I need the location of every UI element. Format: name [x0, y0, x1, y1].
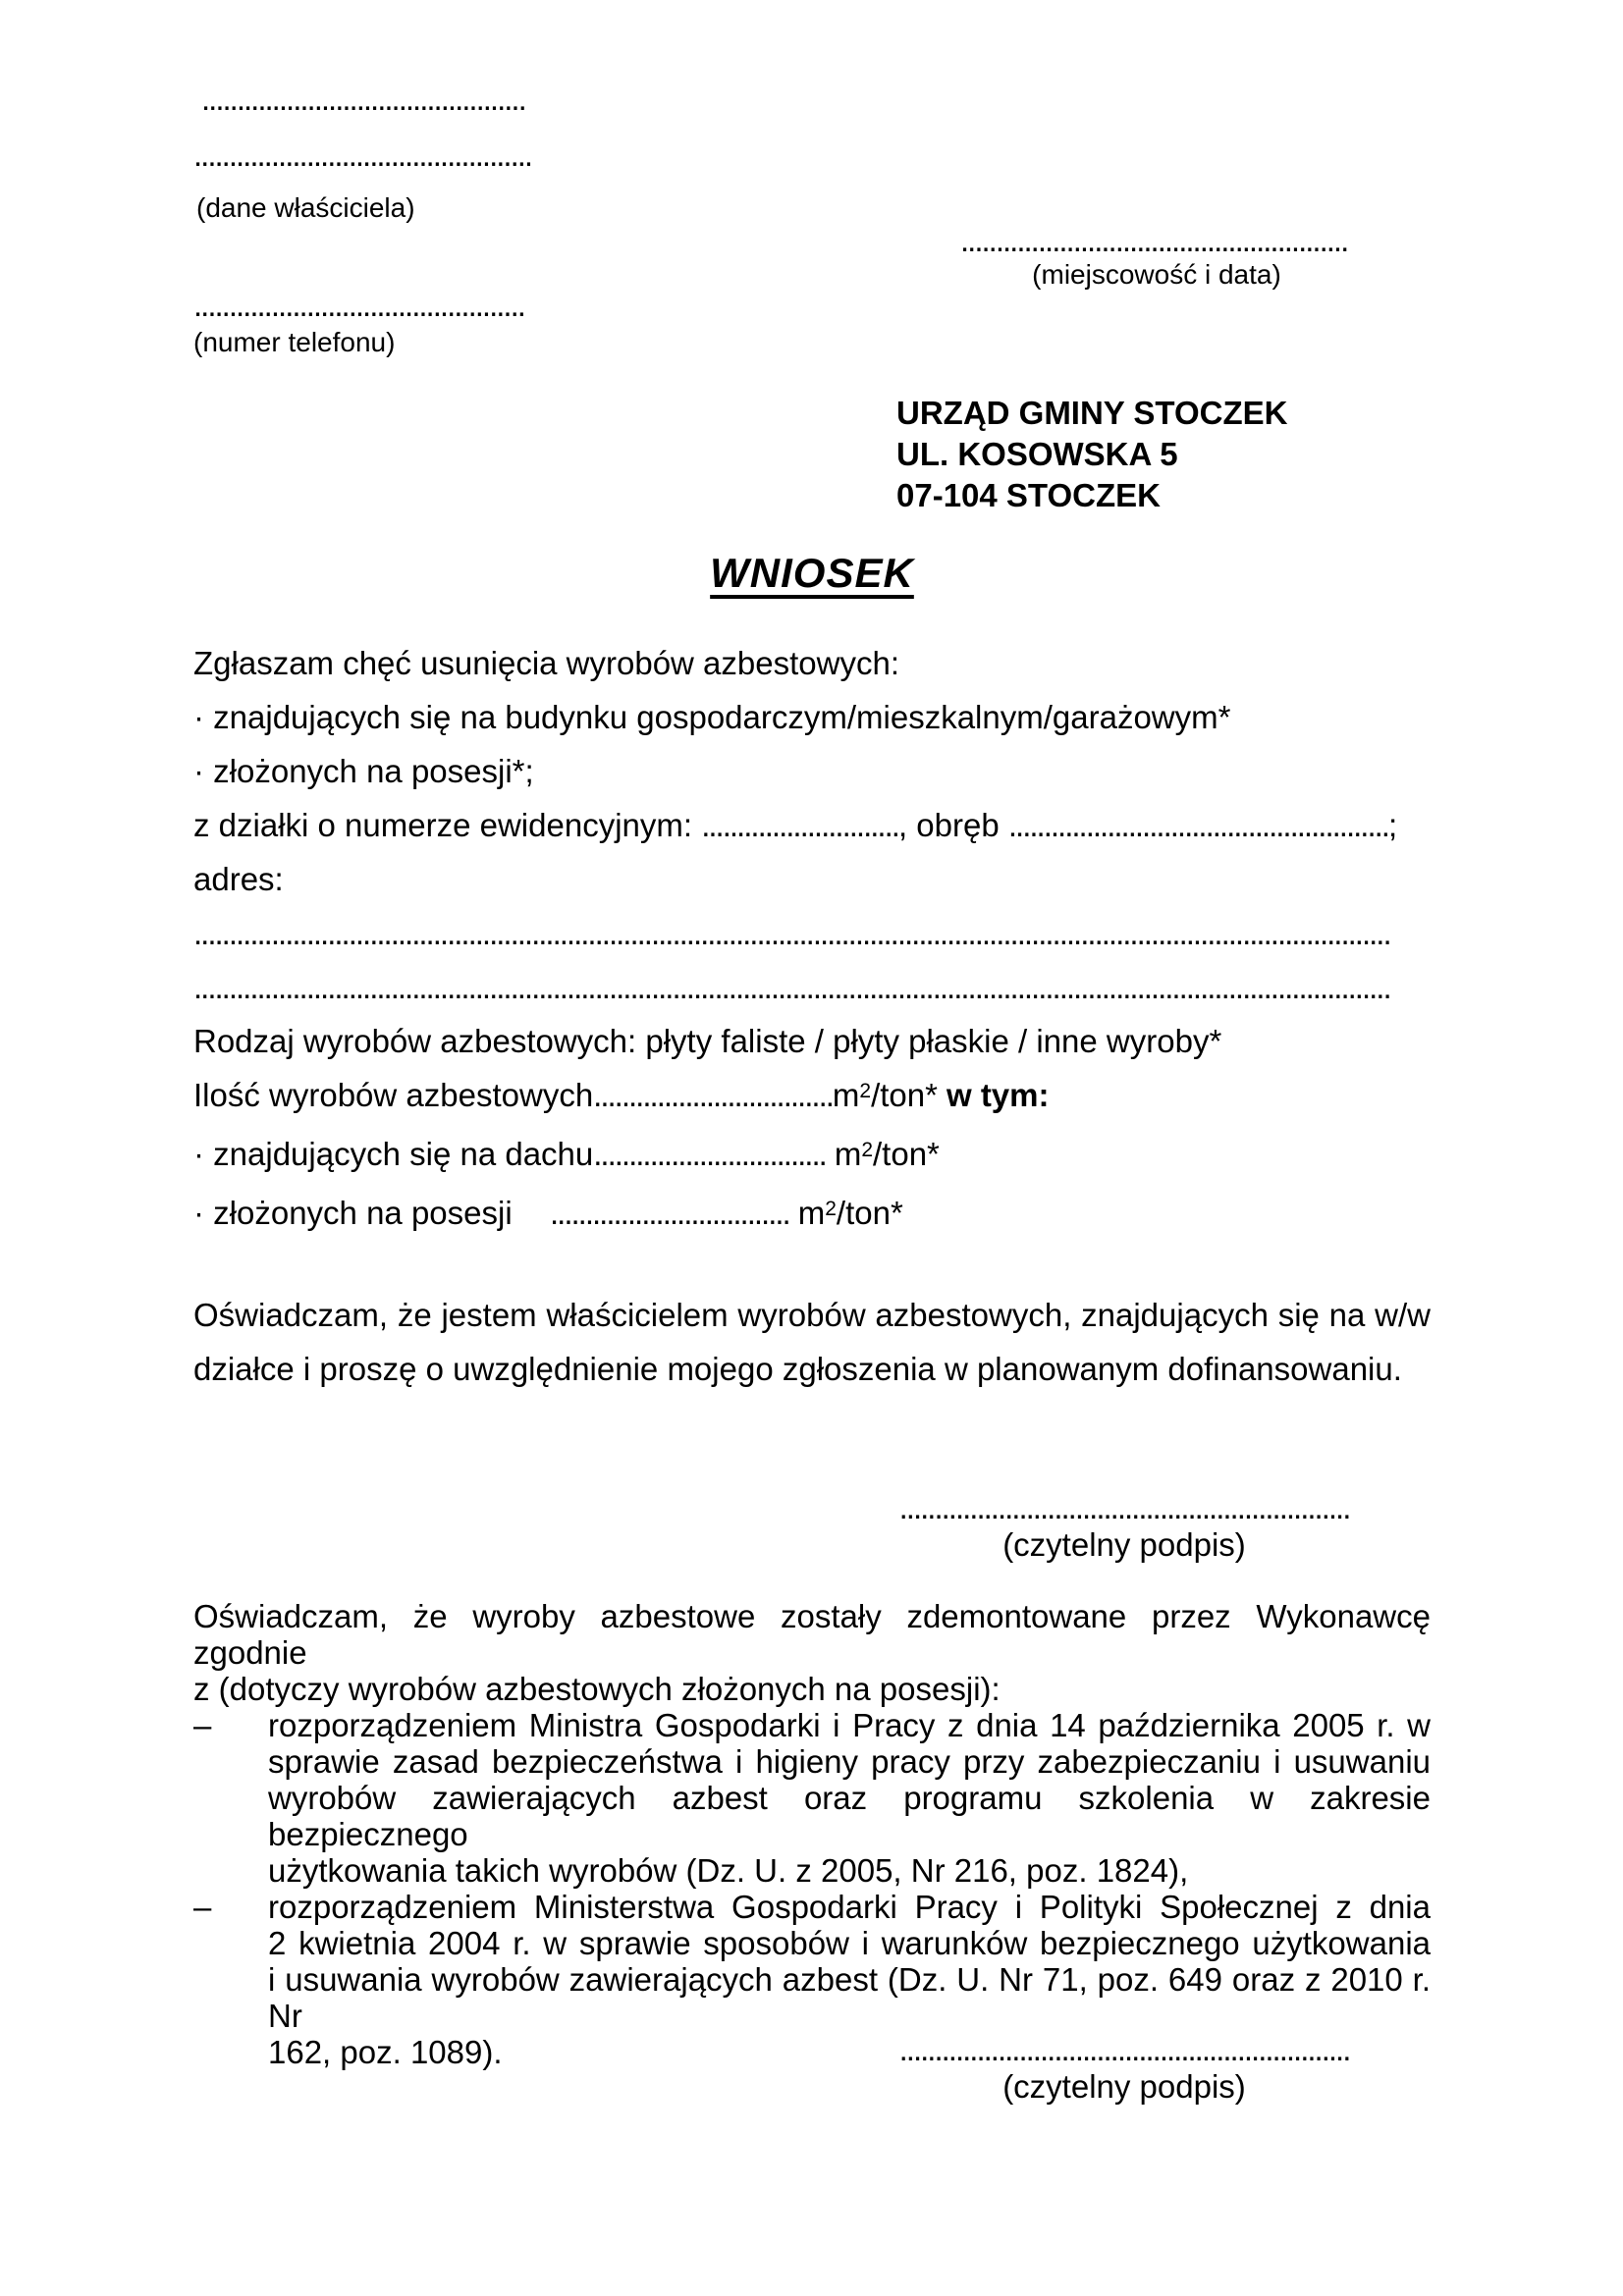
phone-caption: (numer telefonu) [193, 327, 396, 357]
ownership-statement-line-1: Oświadczam, że jestem właścicielem wyrobów azbestowych, znajdujących się na w/w [193, 1297, 1431, 1333]
place-date-caption: (miejscowość i data) [1032, 259, 1281, 290]
quantity-total-label: Ilość wyrobów azbestowych [193, 1077, 594, 1113]
recipient-address [896, 393, 1287, 516]
unit-sup-2: 2 [859, 1079, 872, 1102]
address-label: adres: [193, 861, 284, 897]
quantity-premises-fill: .................................. [550, 1195, 789, 1231]
signature-fill-line-2: ................................................................ [898, 2031, 1350, 2067]
request-option-building: · znajdujących się na budynku gospodarczym/mieszkalnym/garażowym* [193, 699, 1231, 735]
quantity-roof-label: · znajdujących się na dachu [193, 1136, 594, 1172]
quantity-premises-row [193, 1186, 1431, 1245]
unit-m: m [832, 1077, 860, 1113]
quantity-total-fill: .................................. [593, 1077, 833, 1113]
owner-data-caption: (dane właściciela) [196, 192, 415, 223]
legal-reference-1-line-3: wyrobów zawierających azbest oraz programu szkolenia w zakresie bezpiecznego [268, 1780, 1431, 1852]
address-fill-line-1: .......................................................................................................................................................................... [193, 915, 1390, 951]
dash-bullet: – [193, 1707, 212, 1743]
parcel-prefix: z działki o numerze ewidencyjnym: [193, 807, 702, 843]
dismantling-statement [193, 1598, 1431, 2070]
dismantling-statement-line-1: Oświadczam, że wyroby azbestowe zostały zdemontowane przez Wykonawcę zgodnie [193, 1598, 1431, 1671]
address-fill-line-2: .......................................................................................................................................................................... [193, 969, 1390, 1005]
phone-fill-line: ............................................... [193, 287, 524, 323]
title-wrap [193, 546, 1431, 603]
unit-sup-2: 2 [861, 1138, 873, 1161]
request-option-premises: · złożonych na posesji*; [193, 753, 534, 789]
unit-ton: /ton* [871, 1077, 938, 1113]
recipient-line-3: 07-104 STOCZEK [896, 477, 1161, 513]
product-type-line: Rodzaj wyrobów azbestowych: płyty faliste / płyty płaskie / inne wyroby* [193, 1023, 1222, 1059]
unit-ton: /ton* [836, 1195, 903, 1231]
signature-fill-line-1: ................................................................ [898, 1489, 1350, 1525]
unit-sup-2: 2 [825, 1197, 837, 1220]
signature-block-2 [896, 2032, 1352, 2107]
legal-reference-2-line-4: 162, poz. 1089). [268, 2034, 503, 2070]
recipient-line-2: UL. KOSOWSKA 5 [896, 436, 1178, 472]
parcel-number-line [193, 798, 1431, 852]
legal-reference-2-line-1: rozporządzeniem Ministerstwa Gospodarki Pracy i Polityki Społecznej z dnia [268, 1889, 1431, 1925]
legal-reference-2-line-2: 2 kwietnia 2004 r. w sprawie sposobów i warunków bezpiecznego użytkowania [268, 1925, 1431, 1961]
signature-caption-2: (czytelny podpis) [1002, 2068, 1246, 2105]
ownership-statement-line-2: działce i proszę o uwzględnienie mojego zgłoszenia w planowanym dofinansowaniu. [193, 1351, 1402, 1387]
quantity-roof-fill: ................................. [593, 1136, 826, 1172]
quantity-premises-label: · złożonych na posesji [193, 1195, 513, 1231]
place-date-block [960, 223, 1353, 292]
page-title: WNIOSEK [710, 550, 914, 596]
request-intro: Zgłaszam chęć usunięcia wyrobów azbestowych: [193, 645, 899, 681]
owner-data-fill-line-1: .............................................. [201, 80, 525, 117]
parcel-middle: , obręb [897, 807, 1008, 843]
legal-reference-1-line-1: rozporządzeniem Ministra Gospodarki i Pracy z dnia 14 października 2005 r. w [268, 1707, 1431, 1743]
dash-bullet: – [193, 1889, 212, 1925]
signature-caption-1: (czytelny podpis) [1002, 1526, 1246, 1563]
request-section [193, 636, 1431, 1245]
legal-reference-1-line-4: użytkowania takich wyrobów (Dz. U. z 2005, Nr 216, poz. 1824), [268, 1852, 1189, 1889]
unit-ton: /ton* [873, 1136, 940, 1172]
unit-m: m [797, 1195, 826, 1231]
place-date-fill-line: ....................................................... [960, 222, 1348, 258]
dismantling-statement-line-2: z (dotyczy wyrobów azbestowych złożonych na posesji): [193, 1671, 1001, 1707]
parcel-number-fill: ............................ [701, 807, 898, 843]
quantity-total-row [193, 1068, 1431, 1127]
ownership-statement [193, 1288, 1431, 1396]
quantity-roof-row [193, 1127, 1431, 1186]
recipient-line-1: URZĄD GMINY STOCZEK [896, 395, 1288, 431]
legal-reference-2-line-3: i usuwania wyrobów zawierających azbest (Dz. U. Nr 71, poz. 649 oraz z 2010 r. Nr [268, 1961, 1431, 2034]
parcel-suffix: ; [1387, 807, 1398, 843]
unit-m: m [834, 1136, 862, 1172]
quantity-in-that-label: w tym: [946, 1077, 1050, 1113]
legal-reference-item-1 [193, 1707, 1431, 1889]
owner-data-fill-line-2: ................................................ [193, 136, 532, 173]
parcel-district-fill: ...................................................... [1007, 807, 1388, 843]
legal-reference-1-line-2: sprawie zasad bezpieczeństwa i higieny pracy przy zabezpieczaniu i usuwaniu [268, 1743, 1431, 1780]
signature-block-1 [896, 1490, 1352, 1565]
